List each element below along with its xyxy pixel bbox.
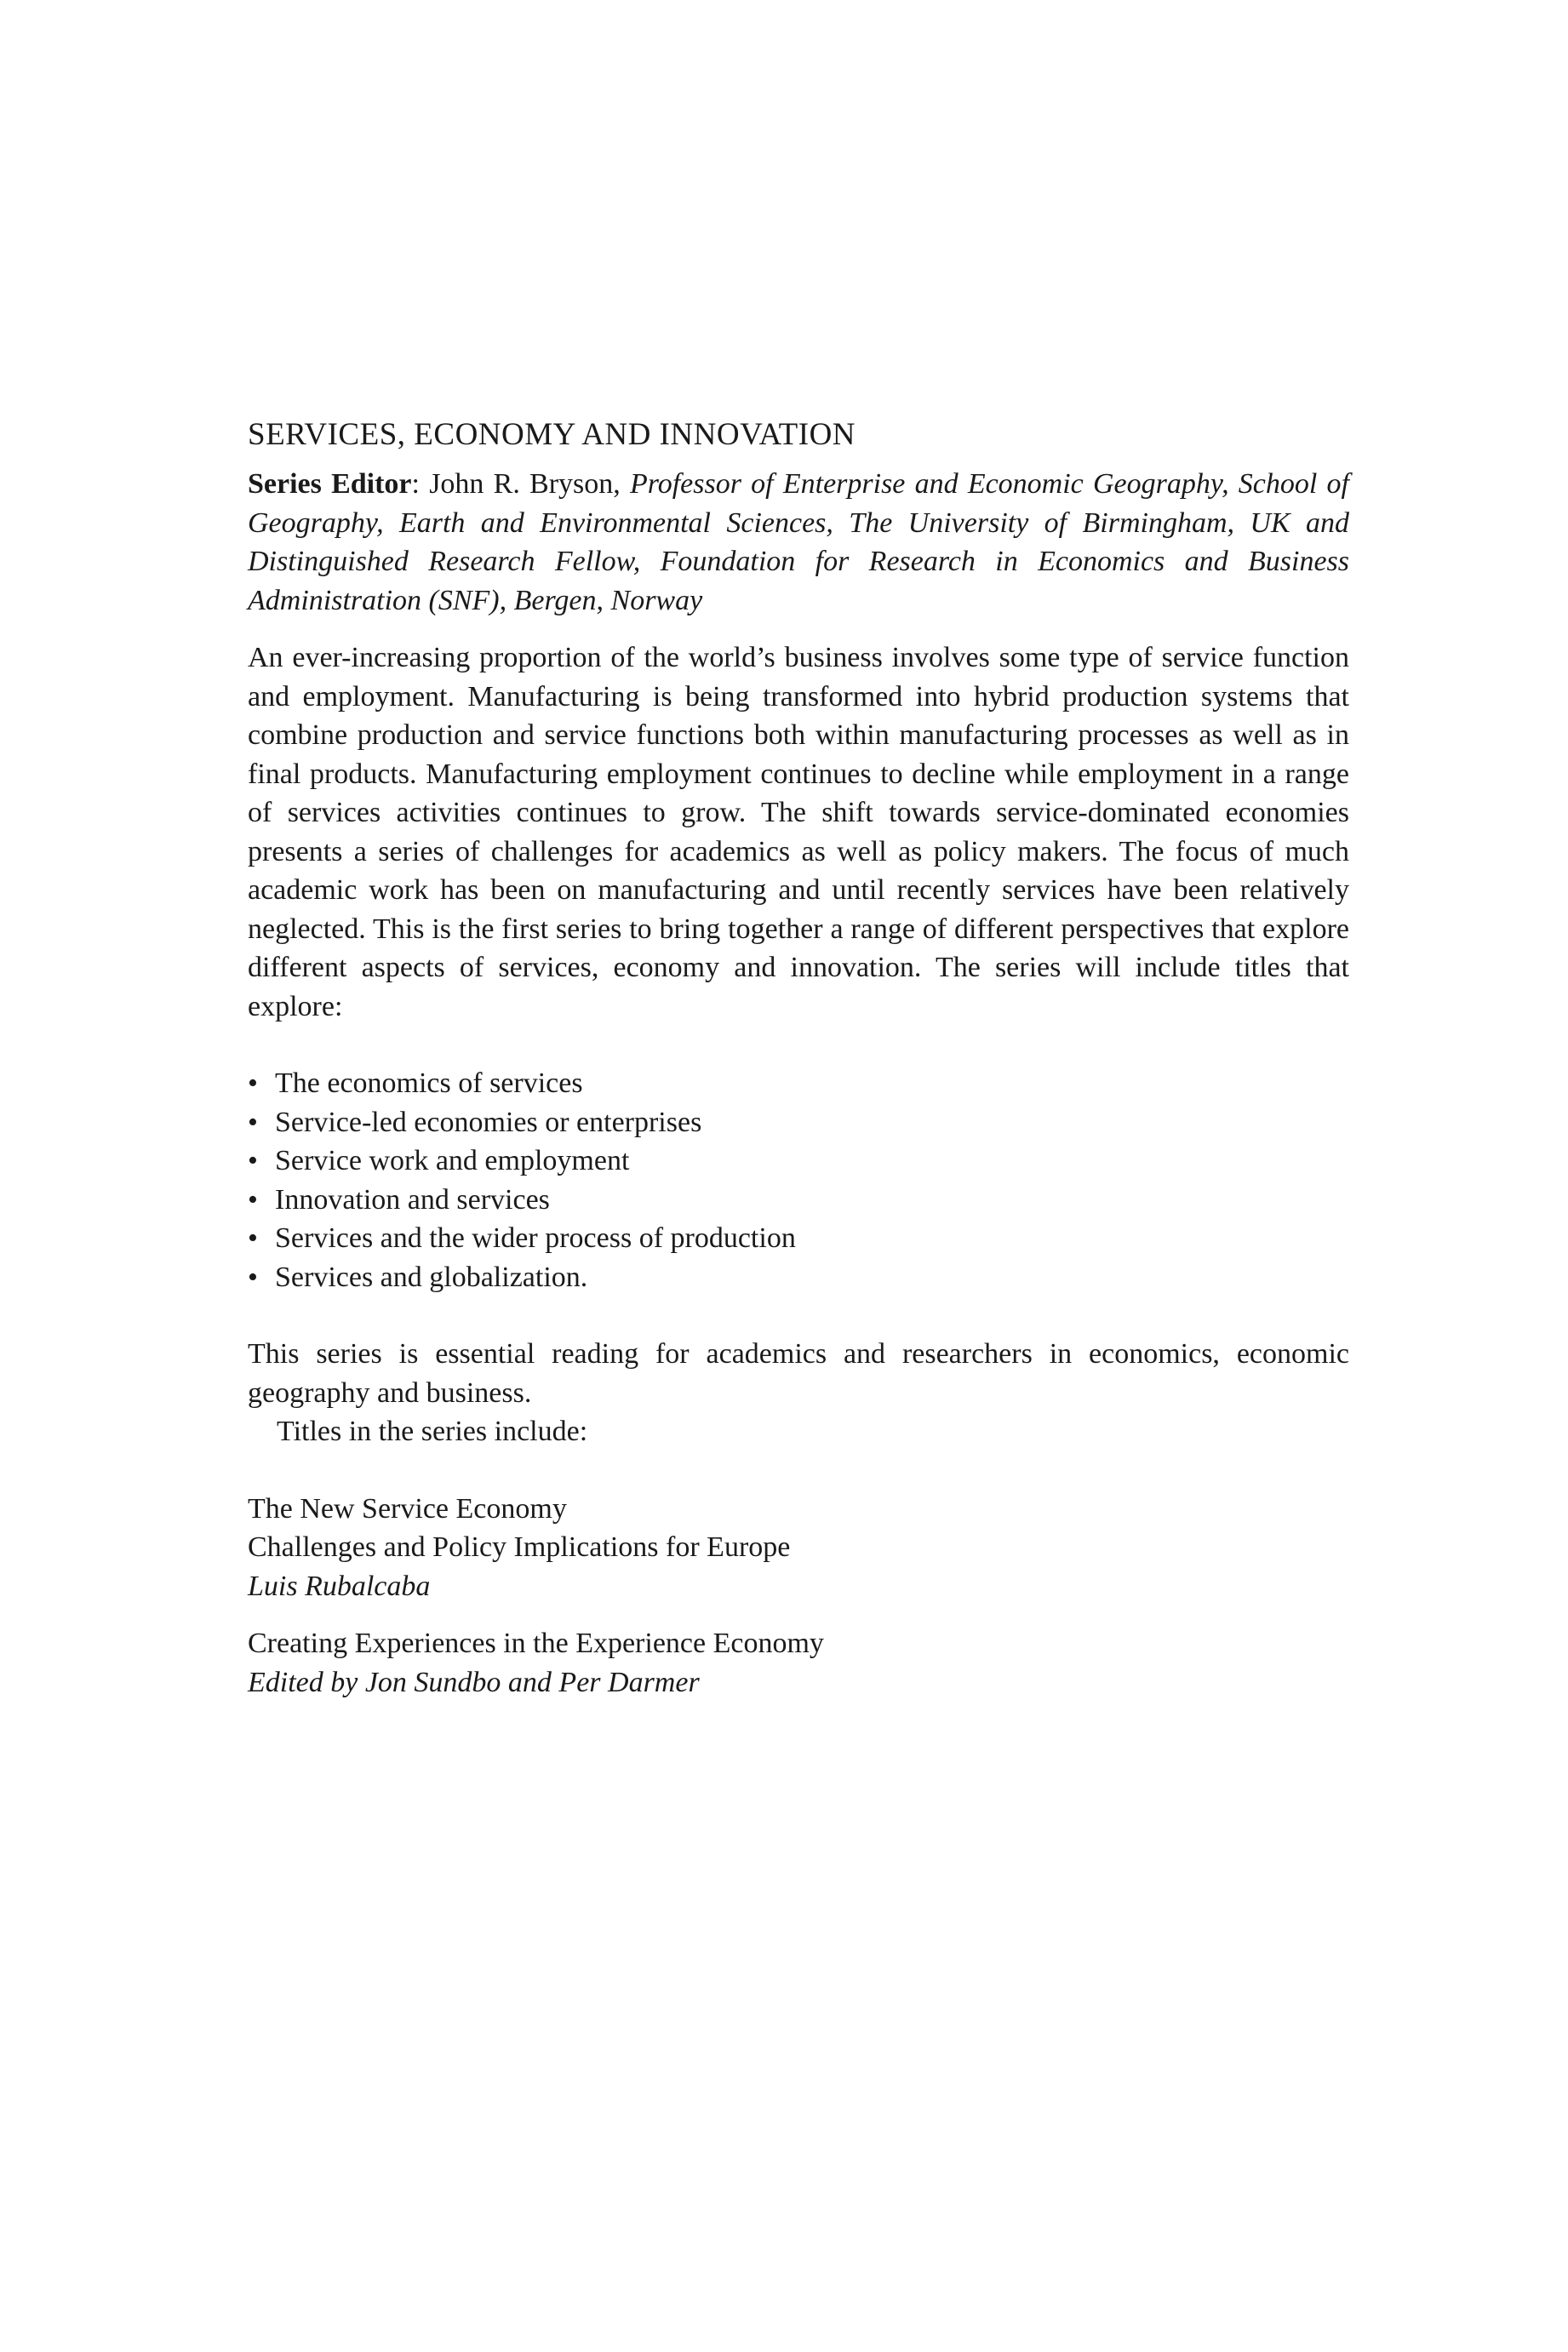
book-author: Edited by Jon Sundbo and Per Darmer — [248, 1666, 700, 1698]
series-editor-name: John R. Bryson, — [429, 468, 630, 500]
bullet-icon: • — [248, 1261, 258, 1293]
bullet-icon: • — [248, 1145, 258, 1176]
bullet-icon: • — [248, 1067, 258, 1099]
series-editor-separator: : — [411, 468, 430, 500]
series-editor-label: Series Editor — [248, 468, 412, 500]
book-subtitle: Challenges and Policy Implications for Europe — [248, 1531, 791, 1563]
bullet-icon: • — [248, 1222, 258, 1254]
series-description: An ever-increasing proportion of the world’s business involves some type of service function and employment. Manufacturing is being transformed into hybrid production systems that combine production and service functions both within manufacturing processes as well as in final products. Manufacturing employment continues to decline while employment in a range of services activities continues to grow. The shift towards service-dominated economies presents a series of challenges for academics as well as policy makers. The focus of much academic work has been on manufacturing and until recently services have been relatively neglected. This is the first series to bring together a range of different perspectives that explore different aspects of services, economy and innovation. The series will include titles that explore: — [248, 642, 1349, 1022]
topic-label: Services and the wider process of production — [275, 1222, 796, 1254]
list-item — [248, 1181, 1349, 1220]
book-entry — [248, 1490, 1349, 1606]
series-editor-affiliation: Professor of Enterprise and Economic Geography, School of Geography, Earth and Environmental Sciences, The University of Birmingham, UK and Distinguished Research Fellow, Foundation for Research in Economics and Business Administration (SNF), Bergen, Norway — [248, 468, 1349, 616]
topics-list — [248, 1064, 1349, 1296]
series-editor — [248, 465, 1349, 620]
book-author: Luis Rubalcaba — [248, 1570, 431, 1602]
topic-label: The economics of services — [275, 1067, 583, 1099]
topic-label: Service work and employment — [275, 1145, 630, 1176]
book-title: Creating Experiences in the Experience Economy — [248, 1628, 824, 1659]
book-title: The New Service Economy — [248, 1492, 567, 1525]
list-item — [248, 1219, 1349, 1258]
list-item — [248, 1064, 1349, 1103]
topic-label: Service-led economies or enterprises — [275, 1106, 702, 1138]
list-item — [248, 1142, 1349, 1181]
topic-label: Services and globalization. — [275, 1261, 588, 1293]
list-item — [248, 1103, 1349, 1142]
series-title: SERVICES, ECONOMY AND INNOVATION — [248, 417, 856, 452]
book-entry — [248, 1624, 1349, 1702]
essential-reading-text: This series is essential reading for academics and researchers in economics, economic geography and business. — [248, 1338, 1349, 1409]
titles-lead-text: Titles in the series include: — [277, 1416, 588, 1447]
bullet-icon: • — [248, 1183, 258, 1216]
topic-label: Innovation and services — [275, 1183, 550, 1216]
list-item — [248, 1258, 1349, 1297]
bullet-icon: • — [248, 1106, 258, 1138]
series-page — [248, 415, 1349, 1720]
